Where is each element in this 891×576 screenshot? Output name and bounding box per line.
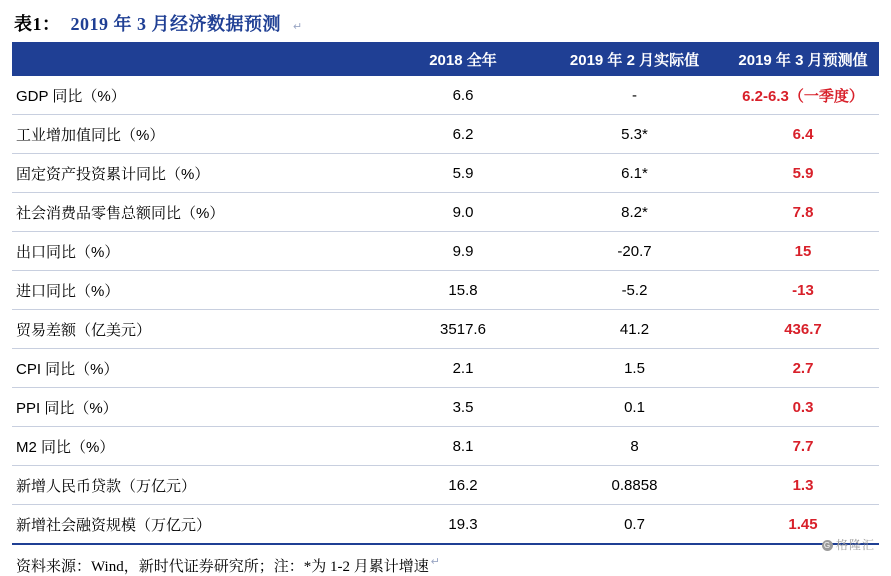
cell-feb-2019: 41.2	[542, 310, 727, 349]
source-note-text: 资料来源：Wind，新时代证券研究所；注：*为 1-2 月累计增速	[16, 559, 429, 575]
cell-2018: 6.6	[384, 76, 542, 115]
table-row	[12, 193, 879, 232]
cell-mar-2019: 1.45	[727, 505, 879, 545]
cell-indicator: 社会消费品零售总额同比（%）	[12, 193, 384, 232]
table-header-row	[12, 42, 879, 76]
cell-2018: 9.9	[384, 232, 542, 271]
cell-2018: 3517.6	[384, 310, 542, 349]
table-row	[12, 466, 879, 505]
cell-2018: 5.9	[384, 154, 542, 193]
cell-feb-2019: 0.8858	[542, 466, 727, 505]
paragraph-mark-icon: ↵	[430, 556, 440, 568]
table-row	[12, 115, 879, 154]
cell-2018: 8.1	[384, 427, 542, 466]
watermark-logo-icon: G	[823, 541, 832, 551]
cell-mar-2019: 5.9	[727, 154, 879, 193]
table-row	[12, 310, 879, 349]
cell-mar-2019: 7.8	[727, 193, 879, 232]
cell-indicator: 贸易差额（亿美元）	[12, 310, 384, 349]
cell-mar-2019: 2.7	[727, 349, 879, 388]
cell-indicator: CPI 同比（%）	[12, 349, 384, 388]
cell-feb-2019: 6.1*	[542, 154, 727, 193]
cell-2018: 9.0	[384, 193, 542, 232]
table-caption-label: 表1：	[14, 14, 61, 34]
cell-indicator: 新增人民币贷款（万亿元）	[12, 466, 384, 505]
table-caption	[12, 8, 879, 42]
column-header-2018: 2018 全年	[384, 42, 542, 76]
cell-2018: 2.1	[384, 349, 542, 388]
cell-mar-2019: -13	[727, 271, 879, 310]
column-header-indicator	[12, 42, 384, 76]
table-row	[12, 349, 879, 388]
cell-indicator: 进口同比（%）	[12, 271, 384, 310]
cell-feb-2019: 8.2*	[542, 193, 727, 232]
table-row	[12, 505, 879, 545]
cell-mar-2019: 1.3	[727, 466, 879, 505]
cell-mar-2019: 15	[727, 232, 879, 271]
cell-2018: 6.2	[384, 115, 542, 154]
cell-feb-2019: -	[542, 76, 727, 115]
watermark	[822, 536, 875, 553]
cell-mar-2019: 6.4	[727, 115, 879, 154]
table-row	[12, 271, 879, 310]
paragraph-mark-icon: ↵	[293, 21, 303, 33]
table-row	[12, 76, 879, 115]
cell-feb-2019: 8	[542, 427, 727, 466]
table-header	[12, 42, 879, 76]
table-body	[12, 76, 879, 544]
column-header-mar-2019: 2019 年 3 月预测值	[727, 42, 879, 76]
cell-indicator: 固定资产投资累计同比（%）	[12, 154, 384, 193]
cell-2018: 3.5	[384, 388, 542, 427]
cell-indicator: 新增社会融资规模（万亿元）	[12, 505, 384, 545]
cell-indicator: 工业增加值同比（%）	[12, 115, 384, 154]
column-header-feb-2019: 2019 年 2 月实际值	[542, 42, 727, 76]
cell-mar-2019: 7.7	[727, 427, 879, 466]
cell-feb-2019: 0.1	[542, 388, 727, 427]
cell-indicator: GDP 同比（%）	[12, 76, 384, 115]
cell-feb-2019: -5.2	[542, 271, 727, 310]
table-row	[12, 232, 879, 271]
cell-2018: 16.2	[384, 466, 542, 505]
watermark-text: 格隆汇	[835, 538, 875, 552]
cell-mar-2019: 436.7	[727, 310, 879, 349]
table-row	[12, 427, 879, 466]
economic-forecast-table	[12, 42, 879, 545]
table-row	[12, 154, 879, 193]
cell-2018: 15.8	[384, 271, 542, 310]
cell-indicator: PPI 同比（%）	[12, 388, 384, 427]
cell-indicator: M2 同比（%）	[12, 427, 384, 466]
cell-indicator: 出口同比（%）	[12, 232, 384, 271]
cell-mar-2019: 6.2-6.3（一季度）	[727, 76, 879, 115]
cell-feb-2019: 0.7	[542, 505, 727, 545]
cell-mar-2019: 0.3	[727, 388, 879, 427]
cell-2018: 19.3	[384, 505, 542, 545]
cell-feb-2019: -20.7	[542, 232, 727, 271]
table-caption-text: 2019 年 3 月经济数据预测	[70, 14, 281, 34]
cell-feb-2019: 1.5	[542, 349, 727, 388]
cell-feb-2019: 5.3*	[542, 115, 727, 154]
table-row	[12, 388, 879, 427]
